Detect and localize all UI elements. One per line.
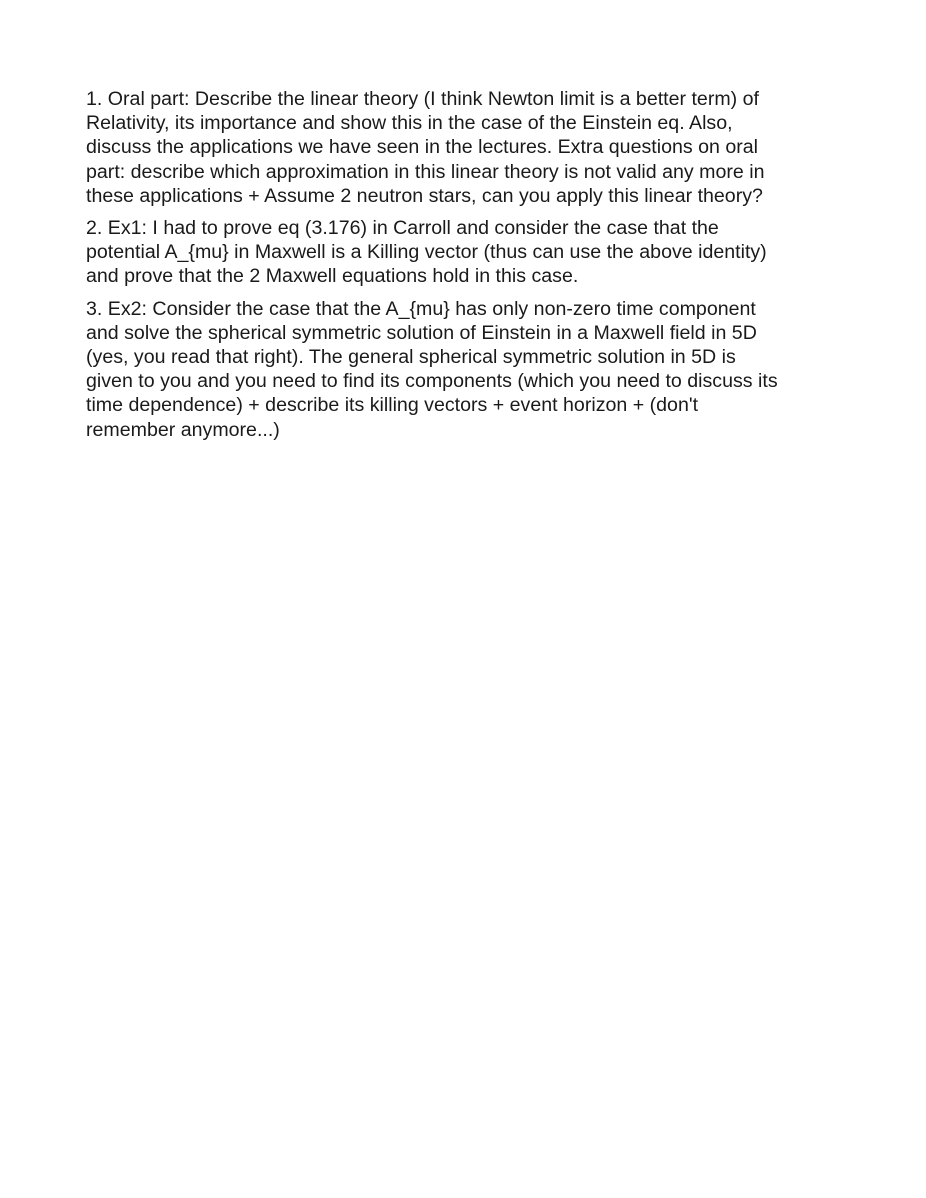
- text-line: and prove that the 2 Maxwell equations hold in this case.: [86, 265, 579, 288]
- text-line: potential A_{mu} in Maxwell is a Killing vector (thus can use the above identity): [86, 241, 767, 264]
- item-oral-part: [86, 87, 846, 208]
- text-line: 3. Ex2: Consider the case that the A_{mu} has only non-zero time component: [86, 297, 756, 320]
- text-line: time dependence) + describe its killing vectors + event horizon + (don't: [86, 394, 699, 417]
- text-line: discuss the applications we have seen in the lectures. Extra questions on oral: [86, 136, 759, 159]
- text-line: (yes, you read that right). The general spherical symmetric solution in 5D is: [86, 346, 736, 369]
- text-line: these applications + Assume 2 neutron stars, can you apply this linear theory?: [86, 184, 763, 207]
- item-exercise-2: [86, 297, 846, 442]
- text-line: and solve the spherical symmetric solution of Einstein in a Maxwell field in 5D: [86, 321, 757, 344]
- document-body: [86, 87, 846, 450]
- text-line: Relativity, its importance and show this in the case of the Einstein eq. Also,: [86, 112, 733, 135]
- text-line: 1. Oral part: Describe the linear theory (I think Newton limit is a better term) of: [86, 88, 759, 110]
- text-line: 2. Ex1: I had to prove eq (3.176) in Carroll and consider the case that the: [86, 217, 719, 240]
- text-line: remember anymore...): [86, 418, 280, 441]
- text-line: part: describe which approximation in this linear theory is not valid any more in: [86, 160, 765, 183]
- item-exercise-1: [86, 216, 846, 289]
- text-line: given to you and you need to find its components (which you need to discuss its: [86, 370, 778, 393]
